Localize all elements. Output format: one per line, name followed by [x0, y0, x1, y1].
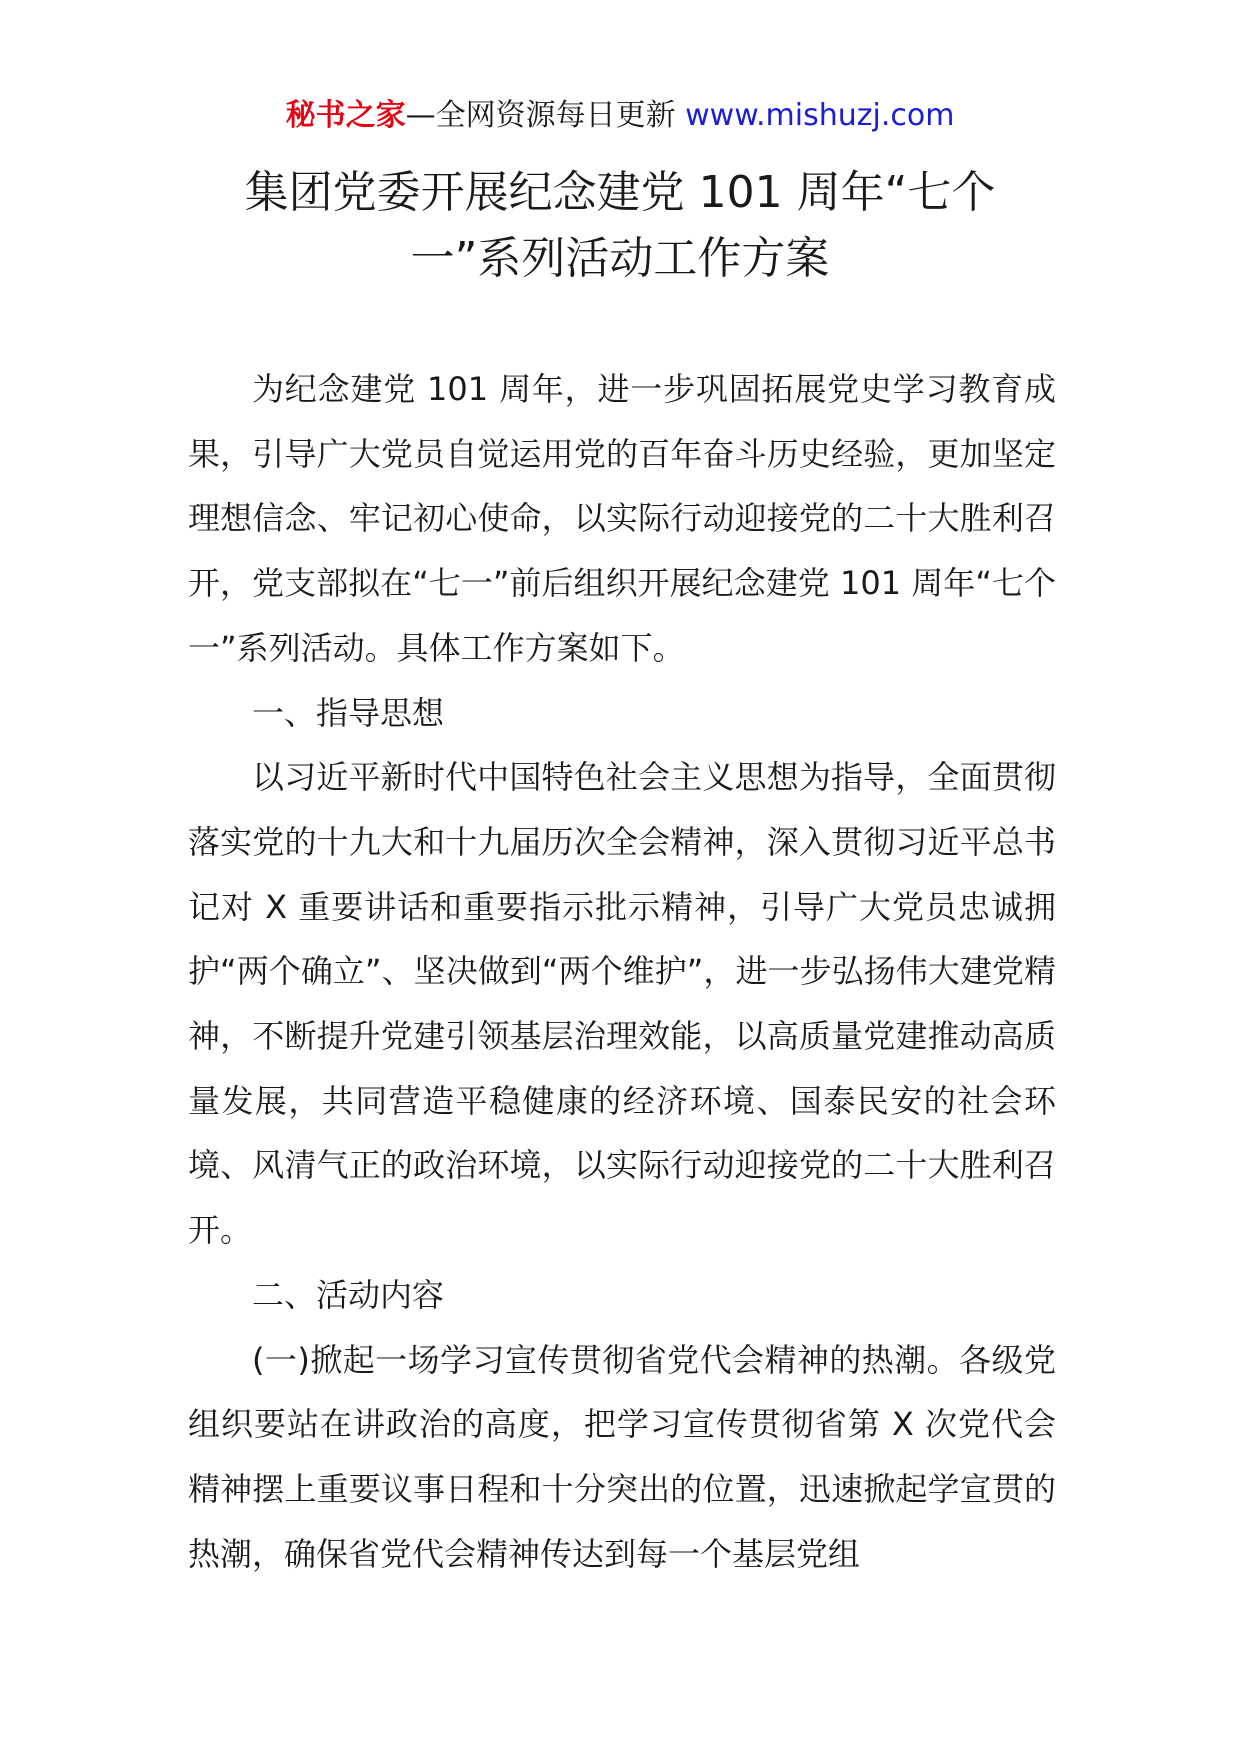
- title-line-1: 集团党委开展纪念建党 101 周年“七个: [244, 167, 996, 218]
- site-url-link[interactable]: www.mishuzj.com: [685, 98, 955, 133]
- brand-name: 秘书之家: [285, 98, 406, 133]
- section-heading-guiding-ideology: 一、指导思想: [252, 693, 445, 732]
- site-header-banner: [0, 96, 1240, 136]
- header-tagline: —全网资源每日更新: [405, 98, 686, 133]
- section-heading-activities: 二、活动内容: [252, 1275, 445, 1314]
- title-line-2: 一”系列活动工作方案: [410, 233, 830, 284]
- document-title: [150, 160, 1090, 292]
- document-body: [188, 357, 1056, 1586]
- guiding-ideology-paragraph: 以习近平新时代中国特色社会主义思想为指导，全面贯彻落实党的十九大和十九届历次全会精神，深入贯彻习近平总书记对 X 重要讲话和重要指示批示精神，引导广大党员忠诚拥护“两个确立”、坚决做到“两个维护”，进一步弘扬伟大建党精神，不断提升党建引领基层治理效能，以高质量党建推动高质量发展，共同营造平稳健康的经济环境、国泰民安的社会环境、风清气正的政治环境，以实际行动迎接党的二十大胜利召开。: [188, 758, 1056, 1250]
- activity-item-1-paragraph: (一)掀起一场学习宣传贯彻省党代会精神的热潮。各级党组织要站在讲政治的高度，把学习宣传贯彻省第 X 次党代会精神摆上重要议事日程和十分突出的位置，迅速掀起学宣贯的热潮，确保省党代会精神传达到每一个基层党组: [188, 1340, 1056, 1573]
- intro-paragraph: 为纪念建党 101 周年，进一步巩固拓展党史学习教育成果，引导广大党员自觉运用党的百年奋斗历史经验，更加坚定理想信念、牢记初心使命，以实际行动迎接党的二十大胜利召开，党支部拟在“七一”前后组织开展纪念建党 101 周年“七个一”系列活动。具体工作方案如下。: [188, 370, 1056, 667]
